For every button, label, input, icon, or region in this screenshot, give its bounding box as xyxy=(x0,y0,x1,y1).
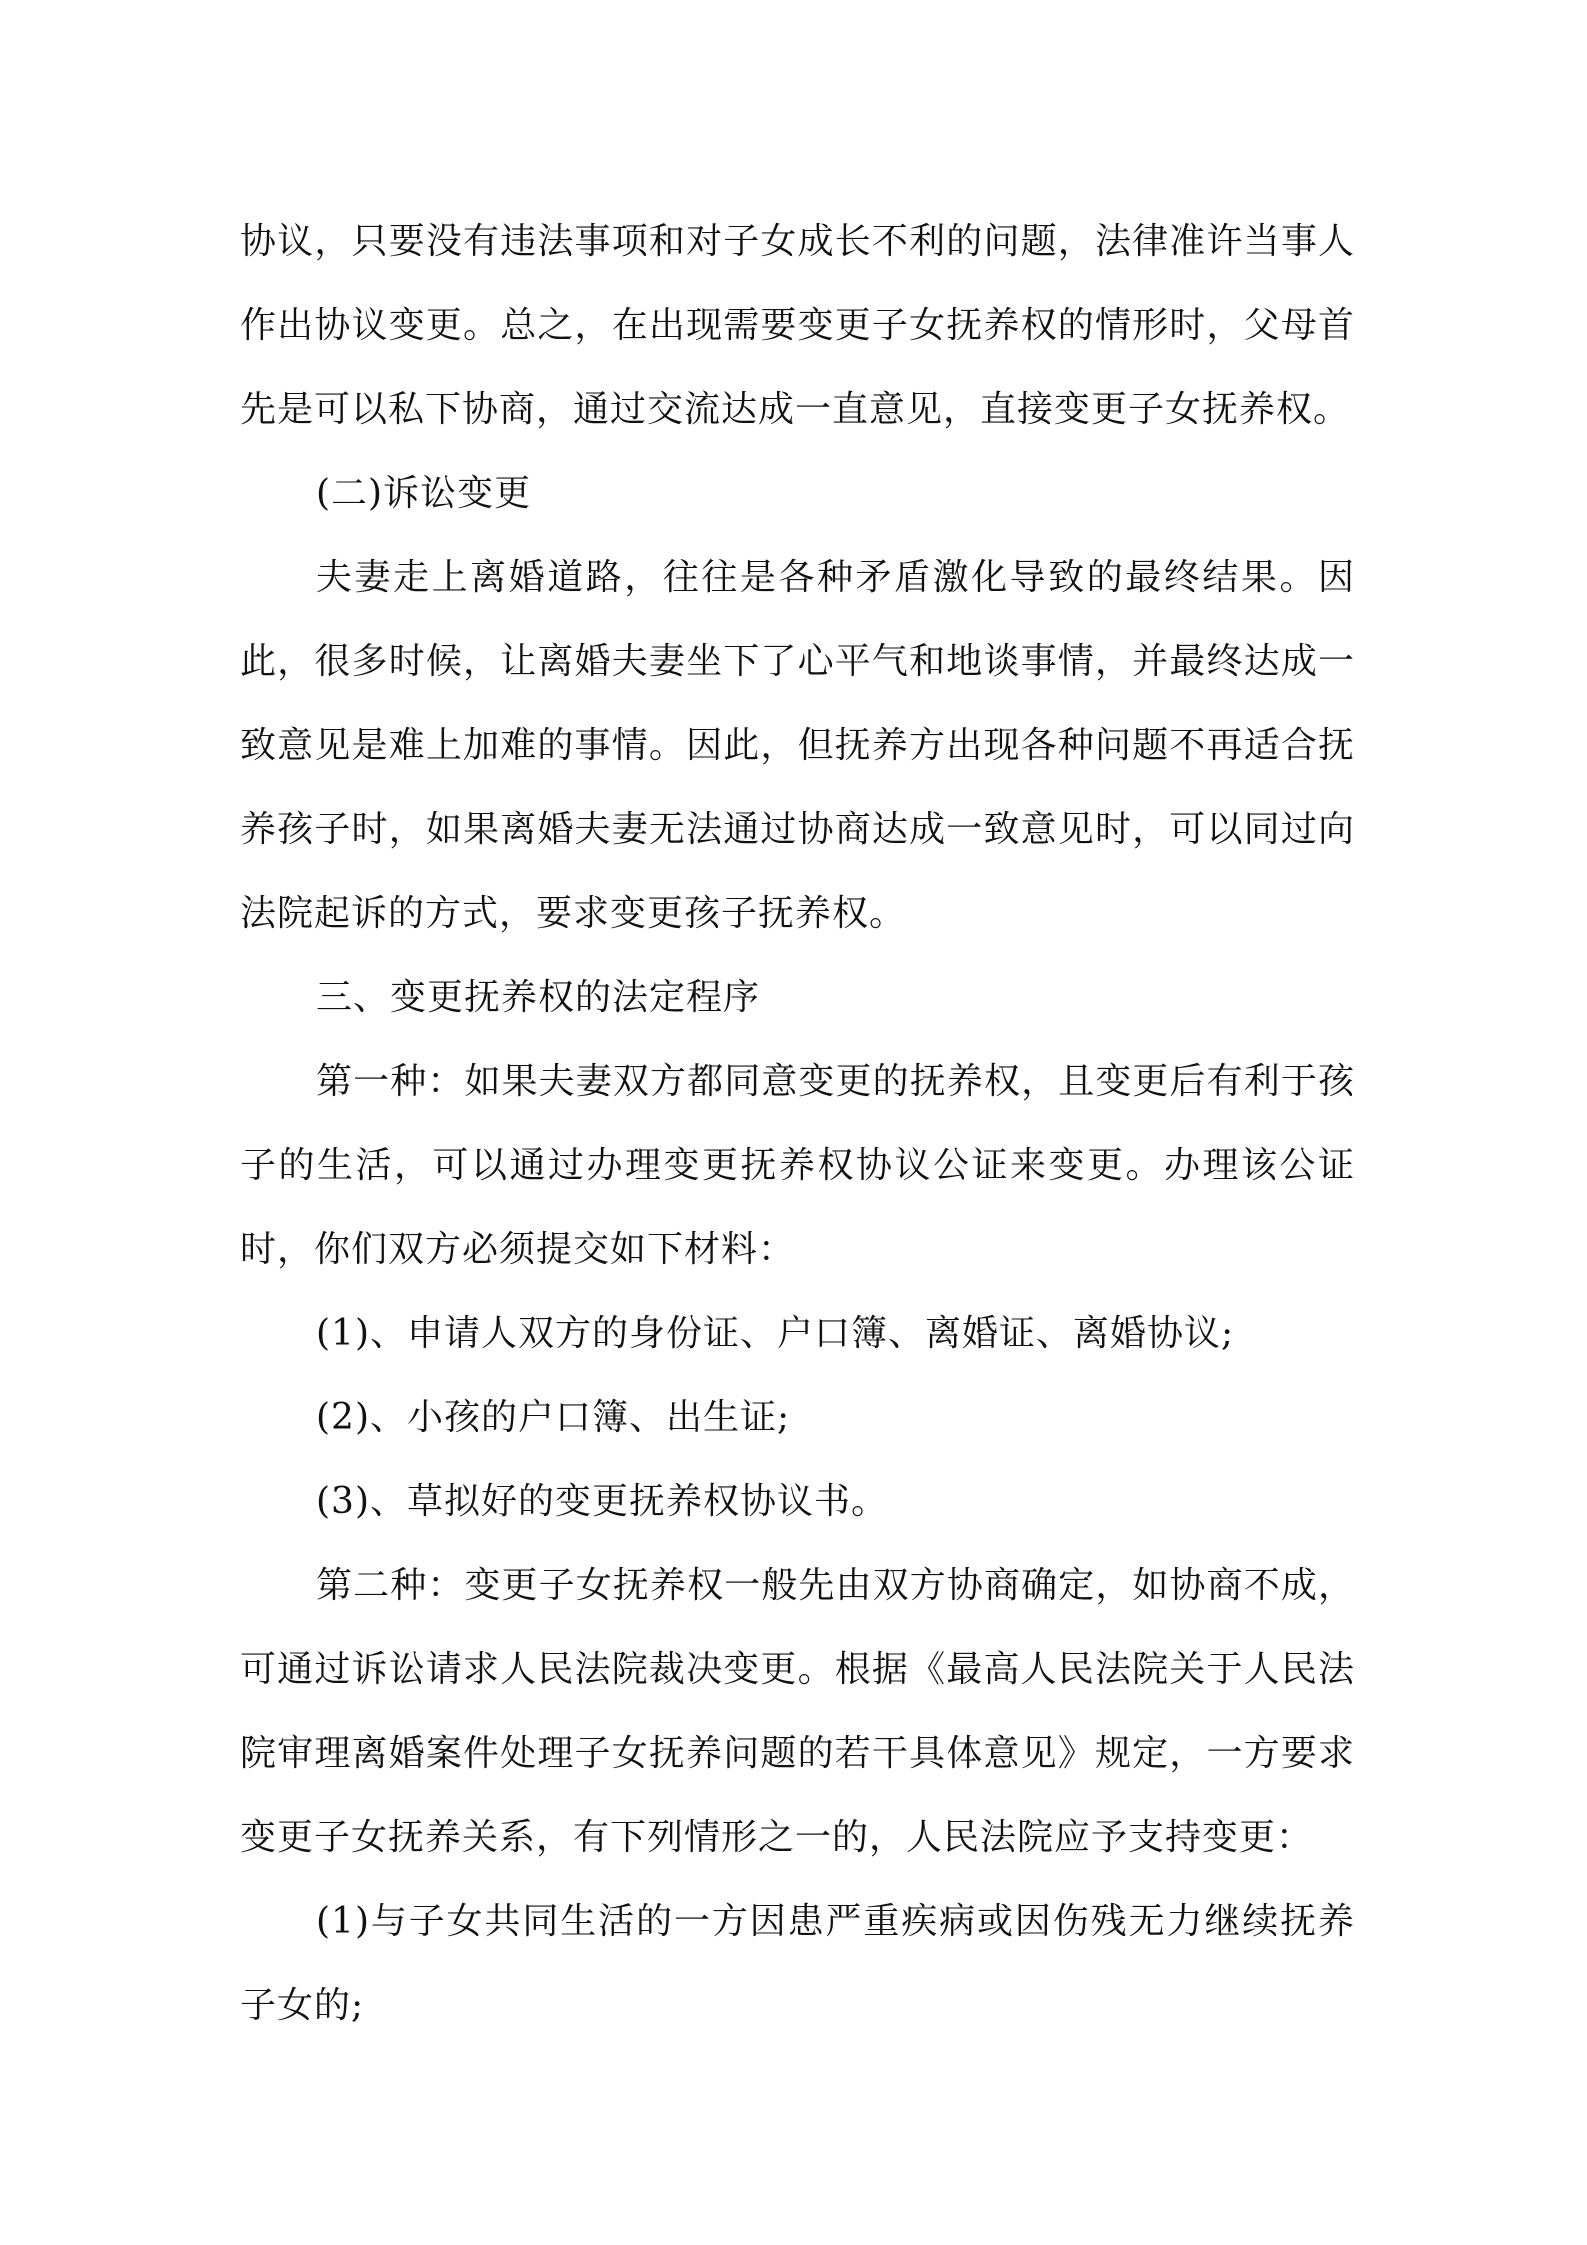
paragraph: 协议，只要没有违法事项和对子女成长不利的问题，法律准许当事人作出协议变更。总之，在出现需要变更子女抚养权的情形时，父母首先是可以私下协商，通过交流达成一直意见，直接变更子女抚养权。 xyxy=(240,221,1355,430)
list-item: (2)、小孩的户口簿、出生证; xyxy=(316,1397,791,1438)
section-heading: 三、变更抚养权的法定程序 xyxy=(316,977,761,1018)
paragraph: 夫妻走上离婚道路，往往是各种矛盾激化导致的最终结果。因此，很多时候，让离婚夫妻坐下了心平气和地谈事情，并最终达成一致意见是难上加难的事情。因此，但抚养方出现各种问题不再适合抚养孩子时，如果离婚夫妻无法通过协商达成一致意见时，可以同过向法院起诉的方式，要求变更孩子抚养权。 xyxy=(240,557,1355,934)
section-heading: (二)诉讼变更 xyxy=(316,473,532,514)
list-item: (3)、草拟好的变更抚养权协议书。 xyxy=(316,1481,888,1522)
paragraph: 第一种：如果夫妻双方都同意变更的抚养权，且变更后有利于孩子的生活，可以通过办理变更抚养权协议公证来变更。办理该公证时，你们双方必须提交如下材料： xyxy=(240,1061,1355,1270)
paragraph: 第二种：变更子女抚养权一般先由双方协商确定，如协商不成，可通过诉讼请求人民法院裁决变更。根据《最高人民法院关于人民法院审理离婚案件处理子女抚养问题的若干具体意见》规定，一方要求变更子女抚养关系，有下列情形之一的，人民法院应予支持变更： xyxy=(240,1565,1355,1858)
list-item: (1)与子女共同生活的一方因患严重疾病或因伤残无力继续抚养子女的; xyxy=(240,1901,1355,2026)
list-item: (1)、申请人双方的身份证、户口簿、离婚证、离婚协议; xyxy=(316,1313,1235,1354)
document-body xyxy=(240,200,1355,2048)
